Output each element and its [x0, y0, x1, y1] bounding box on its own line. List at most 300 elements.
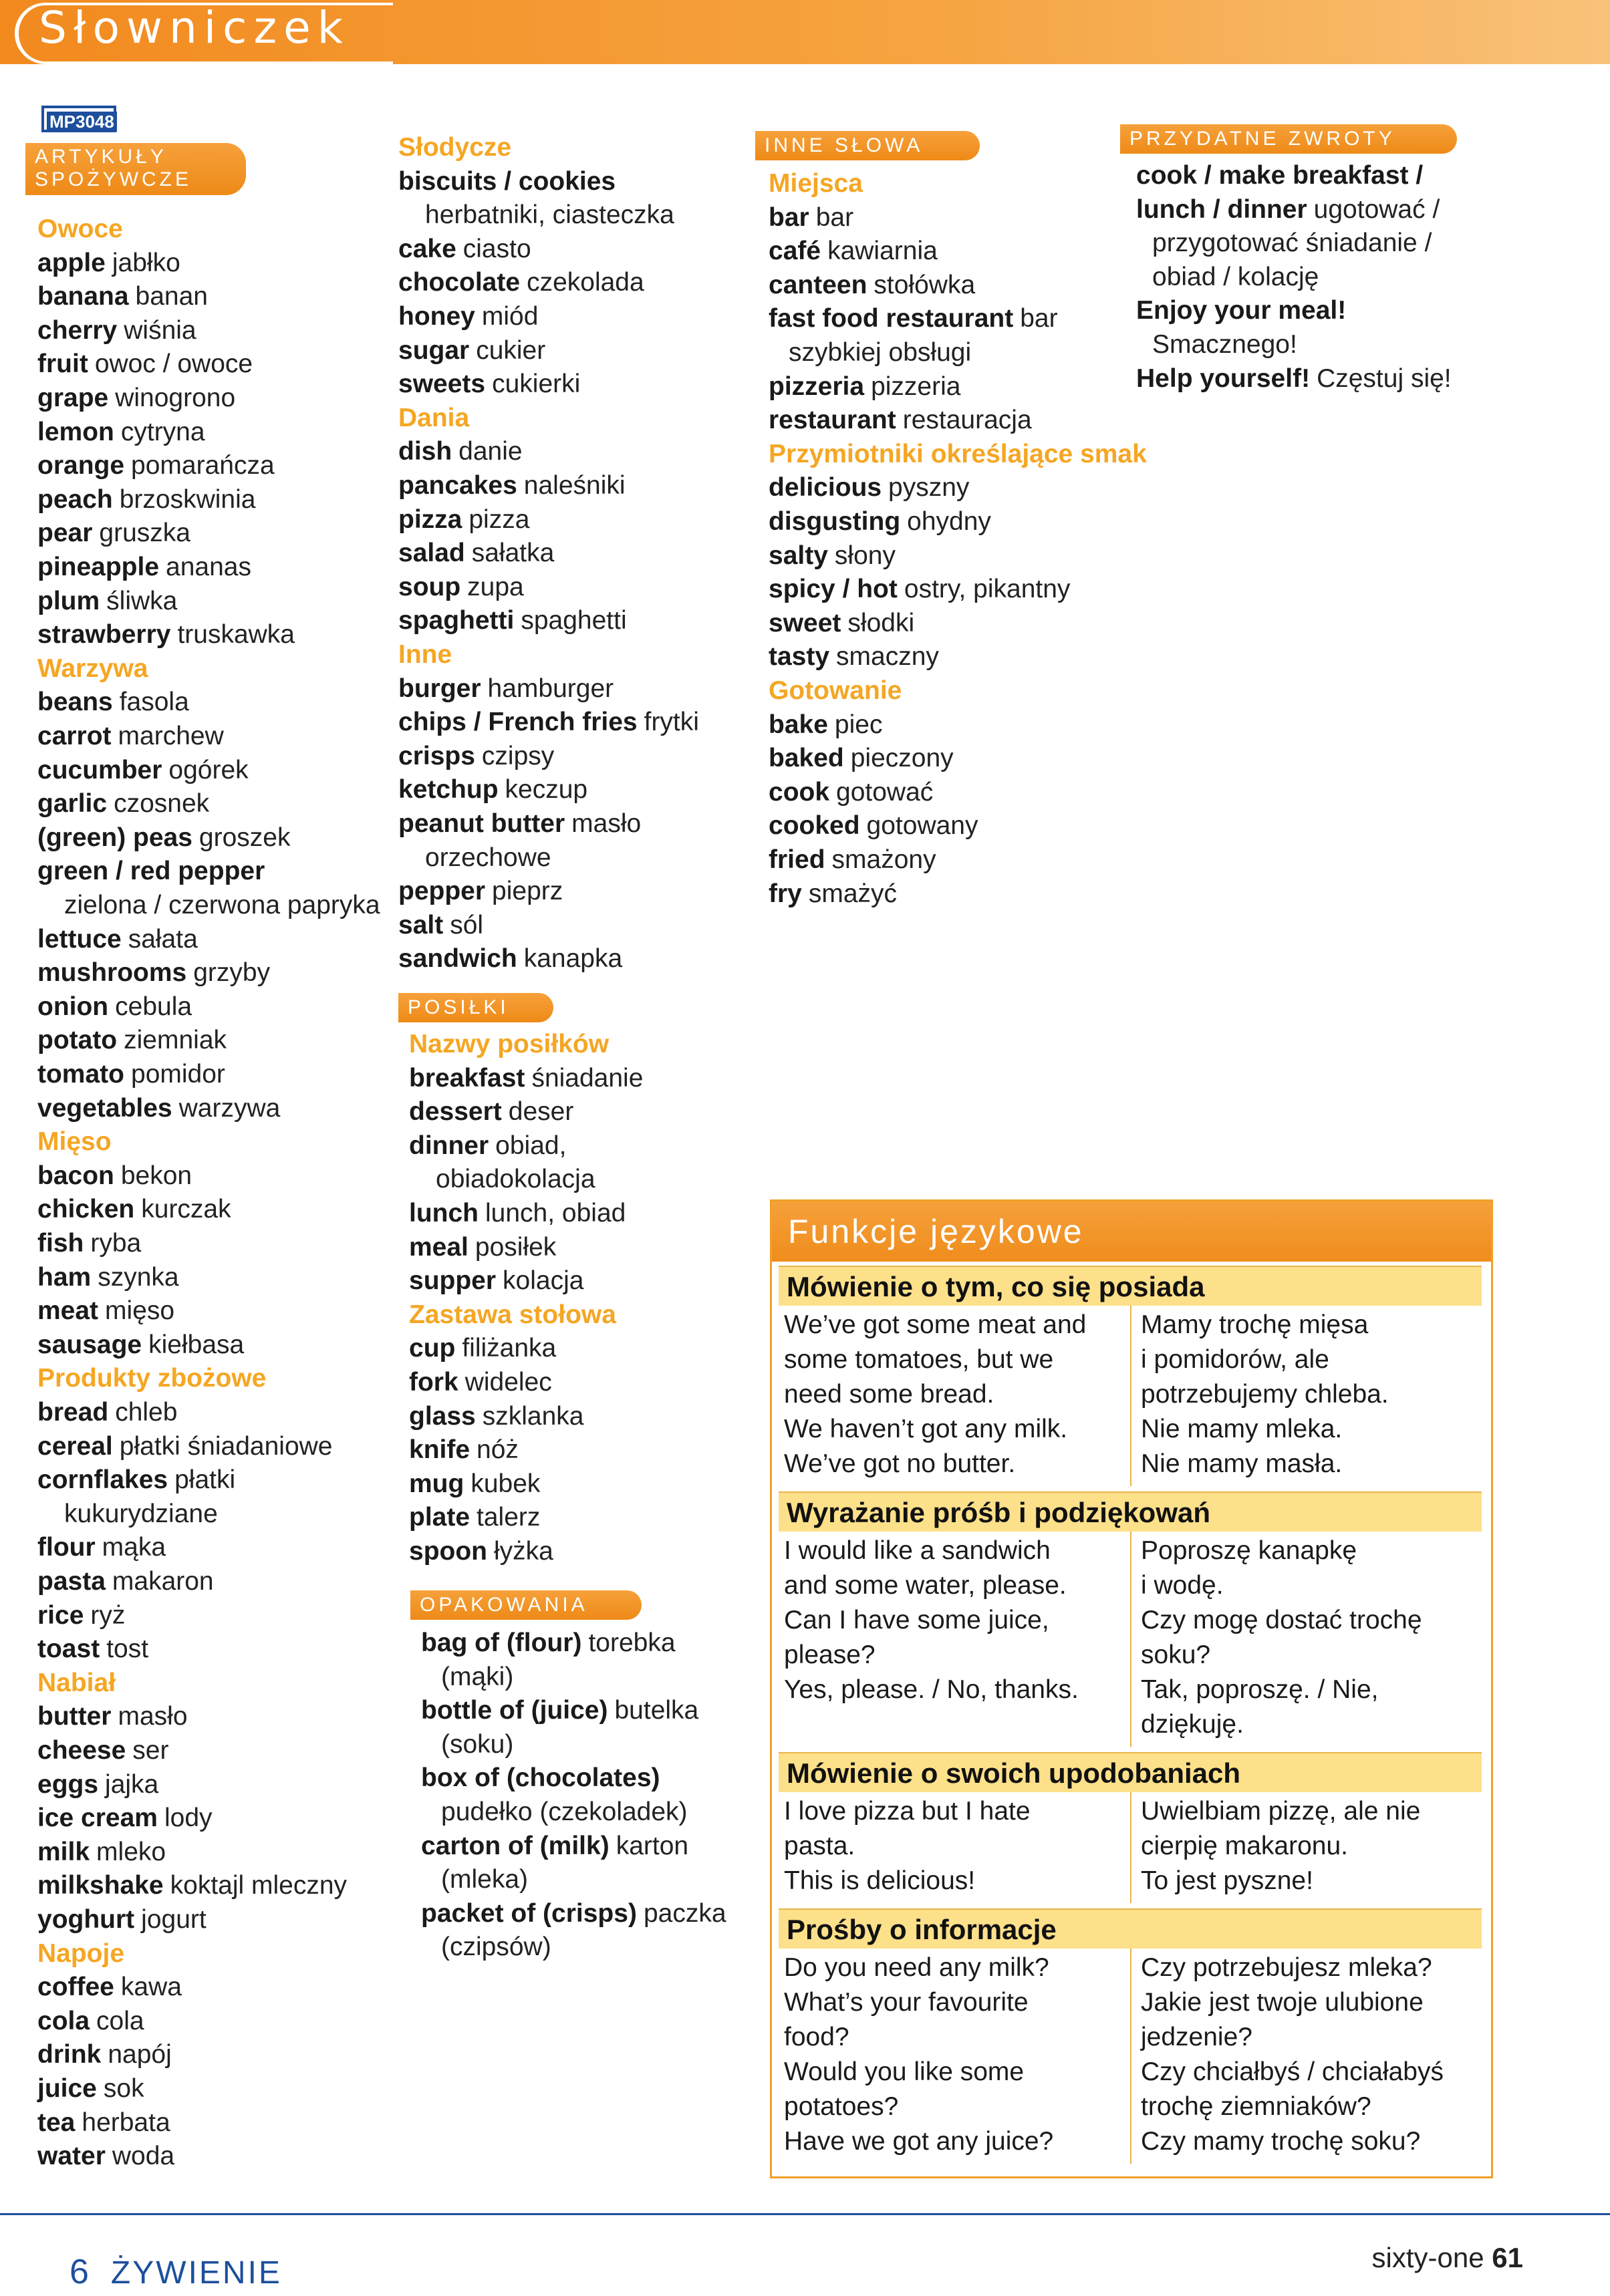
polish-translation-continued: obiadokolacja [436, 1165, 595, 1194]
english-example: Can I have some juice, [784, 1606, 1049, 1634]
english-term: lunch [409, 1199, 479, 1228]
vocab-entry [398, 942, 622, 976]
group-heading: Warzywa [37, 654, 148, 683]
polish-translation: widelec [464, 1368, 552, 1397]
vocab-entry [398, 537, 554, 570]
vocab-entry [398, 571, 524, 604]
english-term: cook [769, 777, 830, 807]
page-title: Słowniczek [39, 2, 350, 53]
english-term: onion [37, 992, 109, 1021]
polish-translation: nóż [477, 1435, 519, 1465]
vocab-entry [37, 1193, 231, 1226]
vocab-entry [409, 1095, 573, 1129]
polish-translation: kawiarnia [827, 237, 938, 266]
vocab-entry [398, 165, 616, 198]
polish-translation-continued: kukurydziane [64, 1499, 218, 1528]
vocab-entry [398, 706, 699, 739]
vocab-entry [398, 300, 538, 333]
polish-example: Uwielbiam pizzę, ale nie [1141, 1797, 1421, 1826]
vocab-entry [398, 604, 627, 637]
polish-translation: karton [616, 1831, 689, 1860]
vocab-entry [398, 469, 626, 503]
polish-example: Nie mamy mleka. [1141, 1415, 1343, 1443]
vocab-entry [409, 1501, 540, 1534]
english-term: dish [398, 437, 452, 466]
vocab-entry [37, 2072, 144, 2106]
polish-translation: czipsy [481, 741, 555, 770]
polish-translation: ogórek [168, 755, 249, 784]
english-term: mug [409, 1469, 464, 1498]
vocab-entry [769, 809, 978, 843]
vocab-entry [37, 754, 249, 787]
polish-example: Tak, poproszę. / Nie, [1141, 1675, 1379, 1704]
vocab-entry [769, 201, 853, 235]
english-term: ham [37, 1262, 92, 1292]
vocab-entry [37, 1869, 347, 1902]
polish-translation: deser [508, 1097, 574, 1127]
polish-translation: pizzeria [871, 372, 961, 401]
vocab-entry [37, 1227, 141, 1260]
polish-translation: spaghetti [521, 606, 627, 635]
vocab-entry [37, 1024, 227, 1057]
polish-translation: fasola [119, 688, 189, 717]
polish-translation: płatki [174, 1465, 236, 1495]
vocab-entry [37, 1768, 158, 1802]
polish-translation: sól [450, 910, 484, 940]
english-phrase: lunch / dinner [1136, 194, 1307, 224]
english-term: fast food restaurant [769, 304, 1014, 333]
polish-translation: cukierki [492, 370, 581, 399]
vocab-entry [37, 1430, 332, 1463]
polish-translation: lody [164, 1804, 213, 1833]
english-term: pizza [398, 505, 462, 534]
english-term: pizzeria [769, 372, 865, 401]
polish-translation: płatki śniadaniowe [119, 1431, 333, 1461]
polish-translation: keczup [505, 775, 588, 805]
section-heading: POSIŁKI [398, 993, 553, 1022]
polish-translation: kubek [471, 1469, 541, 1498]
polish-translation: masło [118, 1702, 188, 1731]
english-term: flour [37, 1533, 96, 1562]
english-term: plate [409, 1503, 471, 1532]
english-term: crisps [398, 741, 475, 770]
vocab-entry [409, 1129, 566, 1163]
polish-translation: kurczak [141, 1195, 231, 1224]
english-term: toast [37, 1634, 100, 1664]
english-example: pasta. [784, 1832, 855, 1860]
english-term: salt [398, 910, 444, 940]
vocab-entry [409, 1264, 583, 1298]
english-term: cola [37, 2006, 90, 2035]
vocab-entry [37, 1734, 168, 1767]
vocab-entry [37, 1058, 225, 1091]
polish-translation: makaron [112, 1567, 214, 1596]
polish-translation: jabłko [112, 248, 180, 277]
vocab-entry [37, 618, 295, 652]
english-term: sugar [398, 335, 470, 365]
english-example: please? [784, 1640, 876, 1669]
english-term: cheese [37, 1736, 126, 1765]
group-heading: Inne [398, 640, 452, 669]
english-term: tasty [769, 642, 830, 672]
english-term: bag of (flour) [421, 1628, 582, 1657]
vocab-entry [398, 807, 641, 841]
vocab-entry [398, 368, 580, 401]
vocab-entry [37, 2106, 170, 2140]
vocab-entry [37, 1463, 235, 1497]
polish-translation: sok [103, 2074, 144, 2103]
polish-translation-continued: orzechowe [425, 843, 551, 872]
english-term: pepper [398, 877, 486, 906]
polish-translation: cebula [115, 992, 192, 1021]
vocab-entry [398, 672, 614, 706]
vocab-entry [398, 909, 483, 942]
vocab-entry [769, 471, 969, 505]
polish-translation: paczka [643, 1898, 726, 1928]
page-number-digits: 61 [1492, 2242, 1523, 2273]
english-term: pear [37, 519, 93, 548]
english-term: chips / French fries [398, 708, 638, 737]
vocab-entry [37, 551, 251, 584]
vocab-entry [37, 1903, 207, 1936]
polish-translation: cukier [476, 335, 546, 365]
polish-translation: cytryna [120, 417, 205, 446]
english-term: baked [769, 744, 844, 773]
english-term: tomato [37, 1060, 124, 1089]
polish-translation: miód [481, 302, 539, 331]
polish-translation: śliwka [106, 586, 178, 615]
polish-example: Czy mogę dostać trochę [1141, 1606, 1422, 1634]
polish-translation: smażyć [808, 879, 898, 908]
polish-translation: woda [112, 2142, 175, 2171]
functions-box-title: Funkcje językowe [772, 1201, 1491, 1262]
vocab-entry [37, 2005, 144, 2038]
vocab-entry [769, 505, 991, 539]
english-example: I love pizza but I hate [784, 1797, 1031, 1826]
vocab-entry [37, 1261, 179, 1294]
english-term: grape [37, 384, 109, 412]
english-term: glass [409, 1401, 476, 1431]
vocab-entry [409, 1197, 626, 1230]
english-term: bacon [37, 1161, 114, 1190]
english-term: chicken [37, 1195, 135, 1224]
vocab-entry [409, 1467, 540, 1501]
function-section-heading: Wyrażanie próśb i podziękowań [779, 1491, 1482, 1532]
polish-translation: sałata [128, 924, 198, 954]
polish-example: trochę ziemniaków? [1141, 2092, 1371, 2121]
polish-translation-continued: herbatniki, ciasteczka [425, 200, 674, 230]
polish-translation: ohydny [907, 507, 991, 536]
vocab-entry [769, 843, 936, 877]
section-heading: ARTYKUŁY SPOŻYWCZE [25, 143, 246, 195]
vocab-entry [769, 404, 1032, 437]
vocab-entry [421, 1626, 676, 1660]
audio-track-badge[interactable]: MP3048 [41, 106, 116, 132]
vocab-entry [37, 1632, 148, 1666]
english-term: bread [37, 1398, 109, 1427]
polish-translation: pizza [468, 505, 530, 534]
polish-example: dziękuję. [1141, 1710, 1244, 1739]
polish-translation: czekolada [527, 268, 644, 297]
polish-example: Mamy trochę mięsa [1141, 1310, 1369, 1339]
english-term: orange [37, 451, 125, 480]
polish-translation: talerz [477, 1503, 541, 1532]
english-term: milkshake [37, 1871, 164, 1900]
polish-translation: chleb [115, 1398, 178, 1427]
english-term: coffee [37, 1973, 114, 2002]
polish-translation: torebka [588, 1628, 676, 1657]
column-divider [1130, 1949, 1131, 2164]
vocab-entry [37, 247, 180, 280]
english-example: some tomatoes, but we [784, 1345, 1054, 1374]
phrase-entry [1136, 193, 1440, 227]
english-term: supper [409, 1266, 497, 1296]
polish-translation: mięso [105, 1296, 175, 1326]
polish-translation: pyszny [888, 473, 970, 503]
polish-translation: winogrono [115, 384, 236, 412]
english-example: Do you need any milk? [784, 1953, 1049, 1982]
english-term: cornflakes [37, 1465, 168, 1495]
polish-translation: napój [108, 2040, 172, 2069]
english-term: cooked [769, 811, 860, 841]
english-term: milk [37, 1837, 90, 1866]
polish-translation: sałatka [471, 539, 555, 568]
english-phrase: Help yourself! [1136, 364, 1311, 393]
polish-translation: restauracja [902, 406, 1032, 435]
vocab-entry [37, 1700, 188, 1733]
english-term: green / red pepper [37, 857, 265, 886]
polish-translation: kawa [120, 1973, 182, 2002]
vocab-entry [37, 1092, 280, 1125]
group-heading: Zastawa stołowa [409, 1300, 616, 1329]
polish-translation: gotować [836, 777, 934, 807]
english-term: peanut butter [398, 809, 565, 838]
polish-example: Jakie jest twoje ulubione [1141, 1988, 1424, 2017]
english-term: sandwich [398, 944, 517, 974]
polish-translation: banan [135, 282, 208, 311]
group-heading: Mięso [37, 1127, 112, 1157]
english-example: What’s your favourite [784, 1988, 1029, 2017]
english-term: butter [37, 1702, 112, 1731]
polish-translation: ciasto [462, 234, 531, 263]
polish-translation: pieczony [850, 744, 954, 773]
english-term: box of (chocolates) [421, 1763, 660, 1793]
polish-translation: masło [571, 809, 642, 838]
vocab-entry [37, 2038, 172, 2071]
english-example: We haven’t got any milk. [784, 1415, 1068, 1443]
polish-translation-continued: (mąki) [441, 1662, 514, 1691]
english-term: bottle of (juice) [421, 1696, 608, 1725]
vocab-entry [398, 773, 587, 807]
column-divider [1130, 1306, 1131, 1486]
english-term: peach [37, 484, 113, 514]
english-term: cucumber [37, 755, 162, 784]
vocab-entry [769, 235, 938, 268]
english-term: tea [37, 2108, 76, 2137]
footer-divider [0, 2213, 1610, 2215]
vocab-entry [421, 1694, 698, 1727]
polish-translation: butelka [614, 1696, 699, 1725]
polish-translation: danie [458, 437, 523, 466]
vocab-entry [398, 503, 529, 537]
vocab-entry [409, 1332, 556, 1365]
english-term: pancakes [398, 471, 517, 500]
polish-translation: wiśnia [124, 315, 196, 345]
phrase-entry [1136, 159, 1423, 192]
english-example: Have we got any juice? [784, 2127, 1054, 2156]
vocab-entry [769, 269, 975, 302]
polish-example: Czy potrzebujesz mleka? [1141, 1953, 1432, 1982]
vocab-entry [769, 573, 1070, 606]
polish-translation: ser [132, 1736, 169, 1765]
english-example: We’ve got some meat and [784, 1310, 1087, 1339]
english-term: fork [409, 1368, 458, 1397]
english-term: lemon [37, 417, 114, 446]
polish-translation: ananas [166, 553, 251, 581]
vocab-entry [769, 742, 954, 775]
polish-translation-continued: (soku) [441, 1729, 514, 1759]
vocab-entry [769, 539, 896, 573]
vocab-entry [421, 1897, 726, 1930]
vocab-entry [421, 1761, 660, 1795]
english-example: and some water, please. [784, 1571, 1067, 1600]
page-number-word: sixty-one [1371, 2242, 1484, 2273]
unit-name: ŻYWIENIE [110, 2255, 282, 2291]
english-term: delicious [769, 473, 882, 503]
english-phrase: cook / make breakfast / [1136, 161, 1424, 190]
english-term: drink [37, 2040, 102, 2069]
english-term: cup [409, 1334, 456, 1363]
unit-number: 6 [70, 2253, 91, 2291]
polish-translation: jajka [105, 1769, 159, 1799]
polish-translation: stołówka [874, 270, 976, 299]
english-term: cake [398, 234, 456, 263]
polish-translation: mleko [96, 1837, 166, 1866]
english-term: juice [37, 2074, 97, 2103]
vocab-entry [409, 1433, 519, 1467]
english-term: banana [37, 282, 129, 311]
vocab-entry [37, 720, 224, 753]
english-term: rice [37, 1600, 84, 1630]
vocab-entry [398, 233, 531, 266]
english-term: breakfast [409, 1063, 525, 1093]
vocab-entry [37, 449, 275, 482]
english-term: ice cream [37, 1804, 158, 1833]
english-example: Would you like some [784, 2057, 1025, 2086]
group-heading: Gotowanie [769, 676, 902, 705]
phrase-entry [1136, 294, 1346, 327]
vocab-entry [421, 1830, 688, 1863]
english-term: salty [769, 541, 828, 570]
polish-example: jedzenie? [1141, 2023, 1252, 2051]
vocab-entry [37, 855, 265, 888]
english-term: fry [769, 879, 802, 908]
polish-translation: ostry, pikantny [904, 575, 1071, 604]
vocab-entry [37, 314, 196, 347]
phrase-entry [1136, 362, 1452, 396]
english-term: strawberry [37, 620, 171, 650]
group-heading: Dania [398, 403, 470, 432]
vocab-entry [409, 1535, 553, 1568]
polish-translation: smażony [831, 845, 936, 874]
english-term: cherry [37, 315, 118, 345]
vocab-entry [37, 923, 198, 956]
english-term: canteen [769, 270, 867, 299]
group-heading: Nabiał [37, 1668, 116, 1697]
polish-example: soku? [1141, 1640, 1211, 1669]
english-example: potatoes? [784, 2092, 899, 2121]
polish-translation: gotowany [866, 811, 978, 841]
polish-translation-continued: (mleka) [441, 1865, 529, 1894]
polish-translation: marchew [118, 722, 224, 750]
polish-translation: pieprz [492, 877, 563, 906]
vocab-entry [409, 1366, 552, 1399]
polish-translation-continued: szybkiej obsługi [789, 338, 972, 367]
polish-translation: brzoskwinia [119, 484, 256, 514]
english-term: sweet [769, 608, 841, 637]
english-term: dinner [409, 1131, 489, 1160]
english-term: pineapple [37, 553, 160, 581]
polish-phrase: ugotować / [1313, 194, 1440, 224]
vocab-entry [37, 990, 192, 1024]
english-term: water [37, 2142, 106, 2171]
english-example: need some bread. [784, 1380, 994, 1409]
english-term: meal [409, 1232, 468, 1262]
english-term: salad [398, 539, 465, 568]
group-heading: Słodycze [398, 133, 512, 162]
vocab-entry [37, 787, 209, 821]
vocab-entry [769, 640, 939, 674]
footer-unit [70, 2252, 282, 2292]
english-term: burger [398, 674, 481, 703]
polish-translation: śniadanie [531, 1063, 644, 1093]
polish-translation: mąka [102, 1533, 166, 1562]
polish-example: cierpię makaronu. [1141, 1832, 1348, 1860]
english-term: carton of (milk) [421, 1831, 610, 1860]
vocab-entry [409, 1400, 583, 1433]
english-term: bake [769, 710, 828, 739]
group-heading: Napoje [37, 1939, 125, 1968]
language-functions-box [770, 1199, 1493, 2178]
english-term: carrot [37, 722, 112, 750]
vocab-entry [409, 1231, 556, 1264]
vocab-entry [37, 1396, 177, 1429]
column-divider [1130, 1532, 1131, 1747]
polish-translation: słony [834, 541, 896, 570]
polish-translation: kolacja [503, 1266, 584, 1296]
vocab-entry [769, 302, 1058, 335]
english-term: fried [769, 845, 825, 874]
polish-translation: bar [815, 202, 854, 232]
english-term: plum [37, 586, 100, 615]
polish-translation: cola [96, 2006, 144, 2035]
english-term: sausage [37, 1330, 142, 1359]
column-divider [1130, 1792, 1131, 1903]
english-term: packet of (crisps) [421, 1898, 637, 1928]
polish-translation: filiżanka [462, 1334, 557, 1363]
polish-translation-continued: (czipsów) [441, 1932, 551, 1962]
page-number [1372, 2242, 1523, 2274]
polish-translation: łyżka [493, 1537, 553, 1566]
vocab-entry [37, 2140, 174, 2173]
vocab-entry [769, 877, 897, 911]
english-phrase: Enjoy your meal! [1136, 296, 1347, 325]
polish-translation: grzyby [193, 958, 271, 988]
vocab-entry [398, 875, 563, 908]
english-term: disgusting [769, 507, 901, 536]
vocab-entry [398, 334, 545, 368]
vocab-entry [37, 517, 190, 550]
